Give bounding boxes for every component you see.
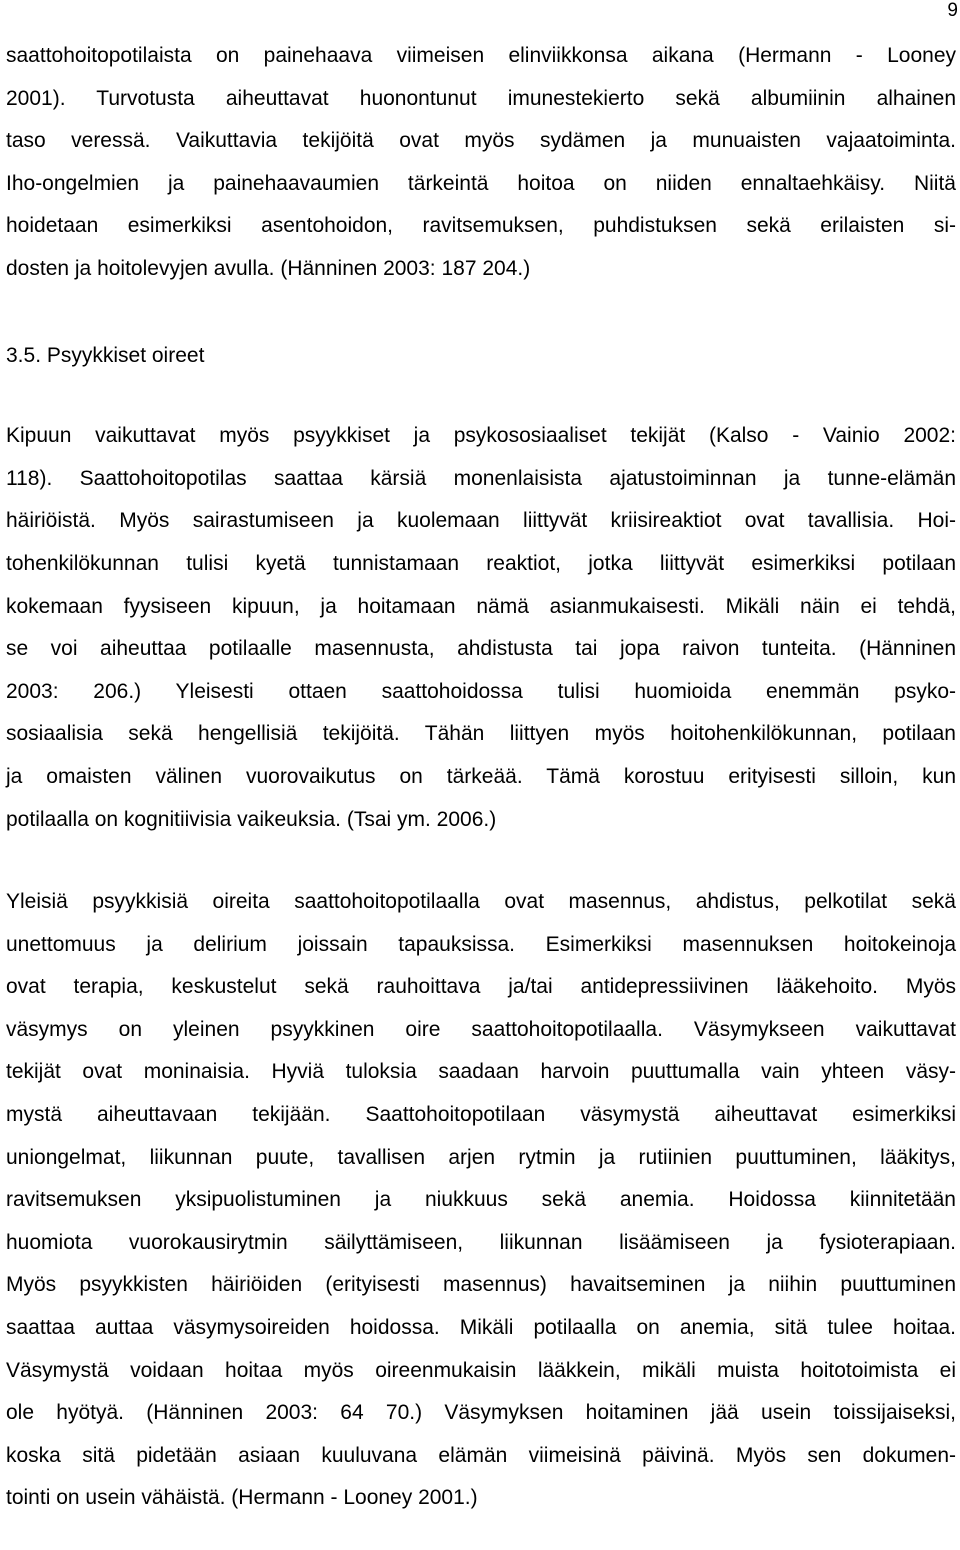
text-line: ravitsemuksen yksipuolistuminen ja niukkuus sekä anemia. Hoidossa kiinnitetään	[6, 1188, 956, 1212]
text-line: Myös psyykkisten häiriöiden (erityisesti masennus) havaitseminen ja niihin puuttuminen	[6, 1273, 956, 1297]
text-line: dosten ja hoitolevyjen avulla. (Hänninen 2003: 187 204.)	[6, 256, 531, 280]
text-line: 118). Saattohoitopotilas saattaa kärsiä monenlaisista ajatustoiminnan ja tunne-elämän	[6, 466, 956, 490]
text-line: tekijät ovat moninaisia. Hyviä tuloksia saadaan harvoin puuttumalla vain yhteen väsy-	[6, 1060, 956, 1084]
text-line: Yleisiä psyykkisiä oireita saattohoitopotilaalla ovat masennus, ahdistus, pelkotilat sekä	[6, 890, 956, 914]
section-heading: 3.5. Psyykkiset oireet	[6, 343, 205, 367]
paragraph-psychosocial-factors	[6, 415, 956, 841]
page-number: 9	[947, 0, 958, 21]
text-line: se voi aiheuttaa potilaalle masennusta, ahdistusta tai jopa raivon tunteita. (Hänninen	[6, 637, 956, 661]
text-line: taso veressä. Vaikuttavia tekijöitä ovat myös sydämen ja munuaisten vajaatoiminta.	[6, 129, 956, 153]
text-line: häiriöistä. Myös sairastumiseen ja kuolemaan liittyvät kriisireaktiot ovat tavallisia. Hoi-	[6, 509, 956, 533]
text-line: Väsymystä voidaan hoitaa myös oireenmukaisin lääkkein, mikäli muista hoitotoimista ei	[6, 1358, 956, 1382]
text-line: ja omaisten välinen vuorovaikutus on tärkeää. Tämä korostuu erityisesti silloin, kun	[6, 764, 956, 788]
text-line: tointi on usein vähäistä. (Hermann - Looney 2001.)	[6, 1486, 478, 1510]
text-line: hoidetaan esimerkiksi asentohoidon, ravitsemuksen, puhdistuksen sekä erilaisten si-	[6, 214, 956, 238]
text-line: tohenkilökunnan tulisi kyetä tunnistamaan reaktiot, jotka liittyvät esimerkiksi potilaan	[6, 551, 956, 575]
document-body	[6, 35, 956, 1520]
text-line: sosiaalisia sekä hengellisiä tekijöitä. Tähän liittyen myös hoitohenkilökunnan, potilaan	[6, 722, 956, 746]
paragraph-psychological-symptoms	[6, 881, 956, 1520]
text-line: ovat terapia, keskustelut sekä rauhoittava ja/tai antidepressiivinen lääkehoito. Myös	[6, 975, 956, 999]
paragraph-pressure-ulcers	[6, 35, 956, 291]
text-line: mystä aiheuttavaan tekijään. Saattohoitopotilaan väsymystä aiheuttavat esimerkiksi	[6, 1103, 956, 1127]
text-line: huomiota vuorokausirytmin säilyttämiseen, liikunnan lisäämiseen ja fysioterapiaan.	[6, 1230, 956, 1254]
text-line: uniongelmat, liikunnan puute, tavallisen arjen rytmin ja rutiinien puuttuminen, lääkitys,	[6, 1145, 956, 1169]
text-line: kokemaan fyysiseen kipuun, ja hoitamaan nämä asianmukaisesti. Mikäli näin ei tehdä,	[6, 594, 956, 618]
text-line: potilaalla on kognitiivisia vaikeuksia. (Tsai ym. 2006.)	[6, 807, 497, 831]
text-line: unettomuus ja delirium joissain tapauksissa. Esimerkiksi masennuksen hoitokeinoja	[6, 932, 956, 956]
text-line: Iho-ongelmien ja painehaavaumien tärkeintä hoitoa on niiden ennaltaehkäisy. Niitä	[6, 171, 956, 195]
text-line: saattohoitopotilaista on painehaava viimeisen elinviikkonsa aikana (Hermann - Looney	[6, 44, 956, 67]
text-line: Kipuun vaikuttavat myös psyykkiset ja psykososiaaliset tekijät (Kalso - Vainio 2002:	[6, 424, 956, 448]
text-line: 2003: 206.) Yleisesti ottaen saattohoidossa tulisi huomioida enemmän psyko-	[6, 679, 956, 703]
text-line: ole hyötyä. (Hänninen 2003: 64 70.) Väsymyksen hoitaminen jää usein toissijaiseksi,	[6, 1401, 956, 1425]
text-line: 2001). Turvotusta aiheuttavat huonontunut imunestekierto sekä albumiinin alhainen	[6, 86, 956, 110]
text-line: saattaa auttaa väsymysoireiden hoidossa. Mikäli potilaalla on anemia, sitä tulee hoitaa.	[6, 1316, 956, 1340]
text-line: väsymys on yleinen psyykkinen oire saattohoitopotilaalla. Väsymykseen vaikuttavat	[6, 1017, 956, 1041]
text-line: koska sitä pidetään asiaan kuuluvana elämän viimeisinä päivinä. Myös sen dokumen-	[6, 1443, 956, 1467]
